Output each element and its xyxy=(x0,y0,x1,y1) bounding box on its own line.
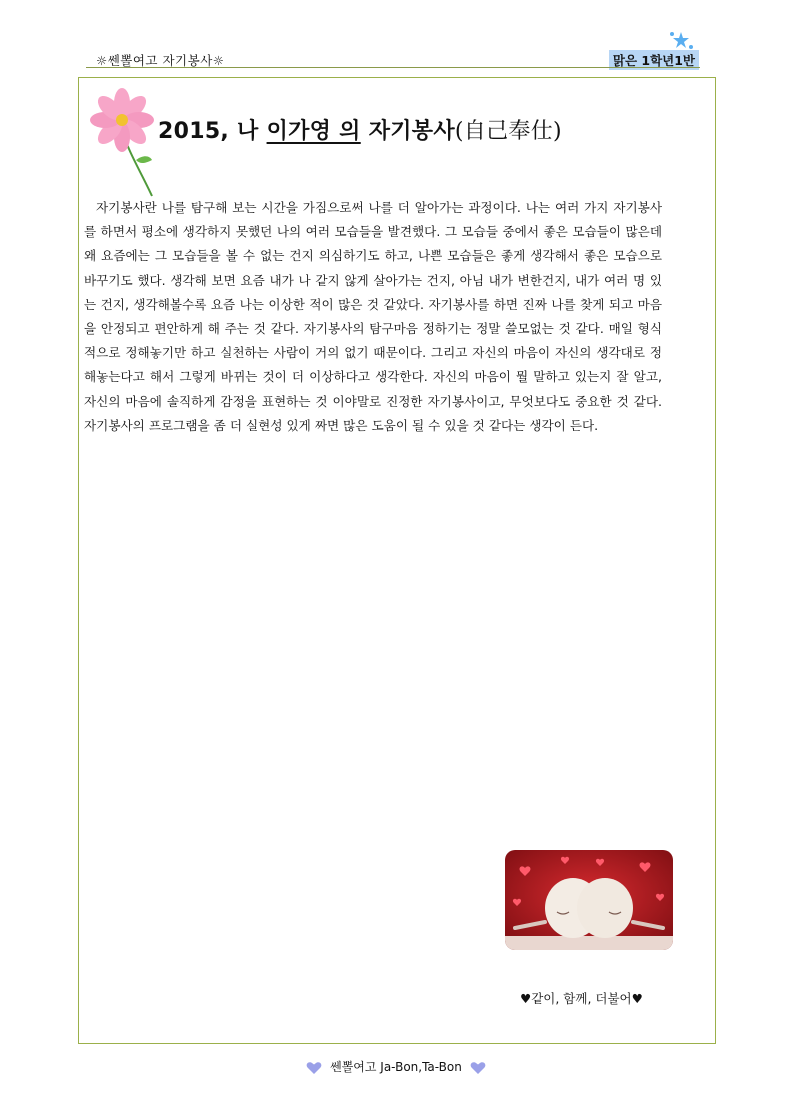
header-school-label: ☼쎈뽈여고 자기봉사☼ xyxy=(96,53,225,68)
footer-text: 쎈뽈여고 Ja-Bon,Ta-Bon xyxy=(330,1060,462,1074)
title-suffix: 자기봉사 xyxy=(360,119,455,144)
title-hanja: (自己奉仕) xyxy=(454,119,562,144)
star-decoration-icon xyxy=(668,30,694,52)
header-divider xyxy=(86,67,700,68)
page-footer xyxy=(0,1058,792,1075)
heart-left-icon xyxy=(306,1061,322,1075)
essay-body xyxy=(84,196,662,438)
cosmos-flower-icon xyxy=(88,88,158,198)
title-prefix: 2015, 나 xyxy=(158,119,267,144)
page-title xyxy=(158,114,562,145)
photo-caption: ♥같이, 함께, 더불어♥ xyxy=(520,991,643,1006)
couple-illustration xyxy=(505,850,673,950)
header-class-badge: 맑은 1학년1반 xyxy=(609,50,699,70)
heart-right-icon xyxy=(470,1061,486,1075)
essay-paragraph: 자기봉사란 나를 탐구해 보는 시간을 가짐으로써 나를 더 알아가는 과정이다. 나는 여러 가지 자기봉사를 하면서 평소에 생각하지 못했던 나의 여러 모습들을 발견했다. 그 모습들 중에서 좋은 모습들이 많은데 왜 요즘에는 그 모습들을 볼 수 없는 건지 의심하기도 하고, 나쁜 모습들은 좋게 생각해서 좋은 모습으로 바꾸기도 했다. 생각해 보면 요즘 내가 나 같지 않게 살아가는 건지, 아님 내가 변한건지, 내가 여러 명 있는 건지, 생각해볼수록 요즘 나는 이상한 적이 많은 것 같았다. 자기봉사를 하면 진짜 나를 찾게 되고 마음을 안정되고 편안하게 해 주는 것 같다. 자기봉사의 탐구마음 정하기는 정말 쓸모없는 것 같다. 매일 형식적으로 정해놓기만 하고 실천하는 사람이 거의 없기 때문이다. 그리고 자신의 마음이 자신의 생각대로 정해놓는다고 해서 그렇게 바뀌는 것이 더 이상하다고 생각한다. 자신의 마음이 뭘 말하고 있는지 잘 알고, 자신의 마음에 솔직하게 감정을 표현하는 것 이야말로 진정한 자기봉사이고, 무엇보다도 중요한 것 같다. 자기봉사의 프로그램을 좀 더 실현성 있게 짜면 많은 도움이 될 수 있을 것 같다는 생각이 든다. xyxy=(84,200,662,433)
title-student-name: 이가영 의 xyxy=(266,119,361,144)
